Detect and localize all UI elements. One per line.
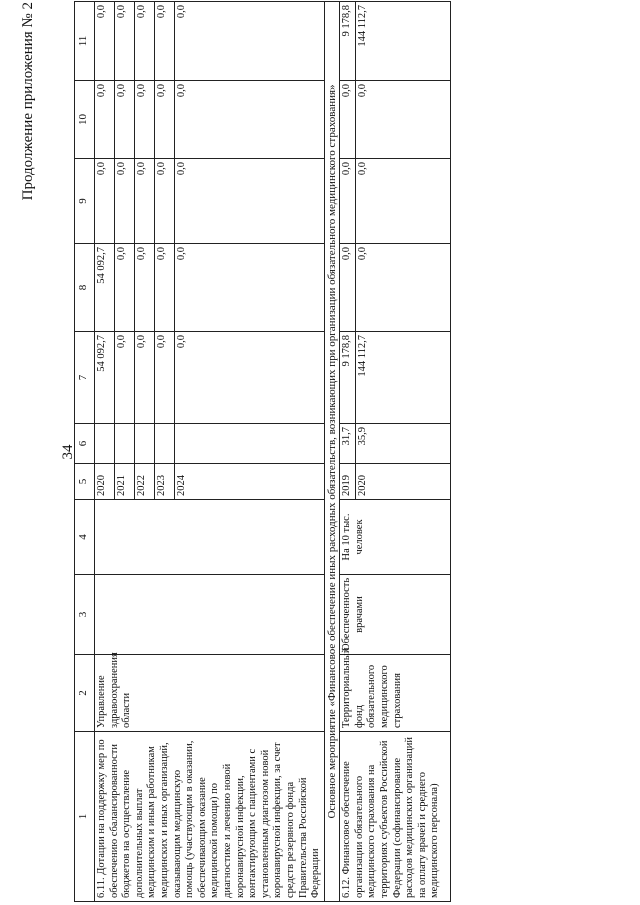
col11-cell: 144 112,7 — [355, 2, 450, 81]
rotated-content — [20, 2, 620, 902]
col9-cell: 0,0 — [134, 159, 154, 244]
col10-cell: 0,0 — [154, 81, 174, 159]
col8-cell: 0,0 — [340, 244, 356, 332]
header-row — [75, 2, 95, 902]
col11-cell: 0,0 — [134, 2, 154, 81]
table-row — [340, 2, 356, 902]
col9-cell: 0,0 — [340, 159, 356, 244]
row611-name: 6.11. Дотации на поддержку мер по обеспечению сбалансированности бюджетов на осуществление дополнительных выплат медицинским и иным работникам медицинских и иных организаций, оказывающим медицинскую помощь (участвующим в оказании, обеспечивающим оказание медицинской помощи) по диагностике и лечению новой коронавирусной инфекции, контактирующим с пациентами с установленным диагнозом новой коронавирусной инфекции, за счет средств резервного фонда Правительства Российской Федерации — [95, 732, 325, 902]
col6-cell: 31,7 — [340, 424, 356, 464]
col7-cell: 144 112,7 — [355, 332, 450, 424]
col8-cell: 0,0 — [174, 244, 324, 332]
col-header-5: 5 — [75, 464, 95, 500]
row612-unit: На 10 тыс. человек — [340, 500, 451, 575]
year-cell: 2020 — [355, 464, 450, 500]
col6-cell — [95, 424, 115, 464]
col10-cell: 0,0 — [134, 81, 154, 159]
col7-cell: 0,0 — [174, 332, 324, 424]
row612-indicator: Обеспеченность врачами — [340, 575, 451, 655]
year-cell: 2023 — [154, 464, 174, 500]
col9-cell: 0,0 — [154, 159, 174, 244]
row611-unit — [95, 500, 325, 575]
row612-executor: Территориальный фонд обязательного медицинского страхования — [340, 655, 451, 732]
col11-cell: 0,0 — [95, 2, 115, 81]
appendix-note: Продолжение приложения № 2 — [20, 2, 36, 201]
col11-cell: 0,0 — [114, 2, 134, 81]
col8-cell: 0,0 — [154, 244, 174, 332]
main-event-row — [324, 2, 340, 902]
col6-cell — [154, 424, 174, 464]
year-cell: 2022 — [134, 464, 154, 500]
col10-cell: 0,0 — [114, 81, 134, 159]
col9-cell: 0,0 — [95, 159, 115, 244]
col9-cell: 0,0 — [114, 159, 134, 244]
col6-cell — [114, 424, 134, 464]
col6-cell — [174, 424, 324, 464]
col-header-6: 6 — [75, 424, 95, 464]
year-cell: 2024 — [174, 464, 324, 500]
year-cell: 2021 — [114, 464, 134, 500]
col11-cell: 0,0 — [154, 2, 174, 81]
col7-cell: 54 092,7 — [95, 332, 115, 424]
col10-cell: 0,0 — [174, 81, 324, 159]
table-row — [95, 2, 115, 902]
year-cell: 2020 — [95, 464, 115, 500]
col11-cell: 9 178,8 — [340, 2, 356, 81]
col8-cell: 0,0 — [355, 244, 450, 332]
col8-cell: 0,0 — [114, 244, 134, 332]
col7-cell: 0,0 — [114, 332, 134, 424]
col9-cell: 0,0 — [174, 159, 324, 244]
col6-cell — [134, 424, 154, 464]
year-cell: 2019 — [340, 464, 356, 500]
col8-cell: 0,0 — [134, 244, 154, 332]
col-header-9: 9 — [75, 159, 95, 244]
row612-name: 6.12. Финансовое обеспечение организации обязательного медицинского страхования на территориях субъектов Российской Федерации (софинансирование расходов медицинских организаций на оплату врачей и среднего медицинского персонала) — [340, 732, 451, 902]
col10-cell: 0,0 — [355, 81, 450, 159]
col-header-2: 2 — [75, 655, 95, 732]
col-header-8: 8 — [75, 244, 95, 332]
col11-cell: 0,0 — [174, 2, 324, 81]
col8-cell: 54 092,7 — [95, 244, 115, 332]
col7-cell: 9 178,8 — [340, 332, 356, 424]
col6-cell: 35,9 — [355, 424, 450, 464]
row611-indicator — [95, 575, 325, 655]
col7-cell: 0,0 — [154, 332, 174, 424]
col-header-10: 10 — [75, 81, 95, 159]
col7-cell: 0,0 — [134, 332, 154, 424]
col-header-7: 7 — [75, 332, 95, 424]
col-header-4: 4 — [75, 500, 95, 575]
program-table — [74, 1, 451, 902]
col-header-1: 1 — [75, 732, 95, 902]
col-header-11: 11 — [75, 2, 95, 81]
page-number: 34 — [60, 444, 76, 460]
col10-cell: 0,0 — [95, 81, 115, 159]
col9-cell: 0,0 — [355, 159, 450, 244]
main-event-title: Основное мероприятие «Финансовое обеспечение иных расходных обязательств, возникающих при организации обязательного медицинского страхования» — [324, 2, 340, 902]
row611-executor: Управление здравоохранения области — [95, 655, 325, 732]
col10-cell: 0,0 — [340, 81, 356, 159]
col-header-3: 3 — [75, 575, 95, 655]
